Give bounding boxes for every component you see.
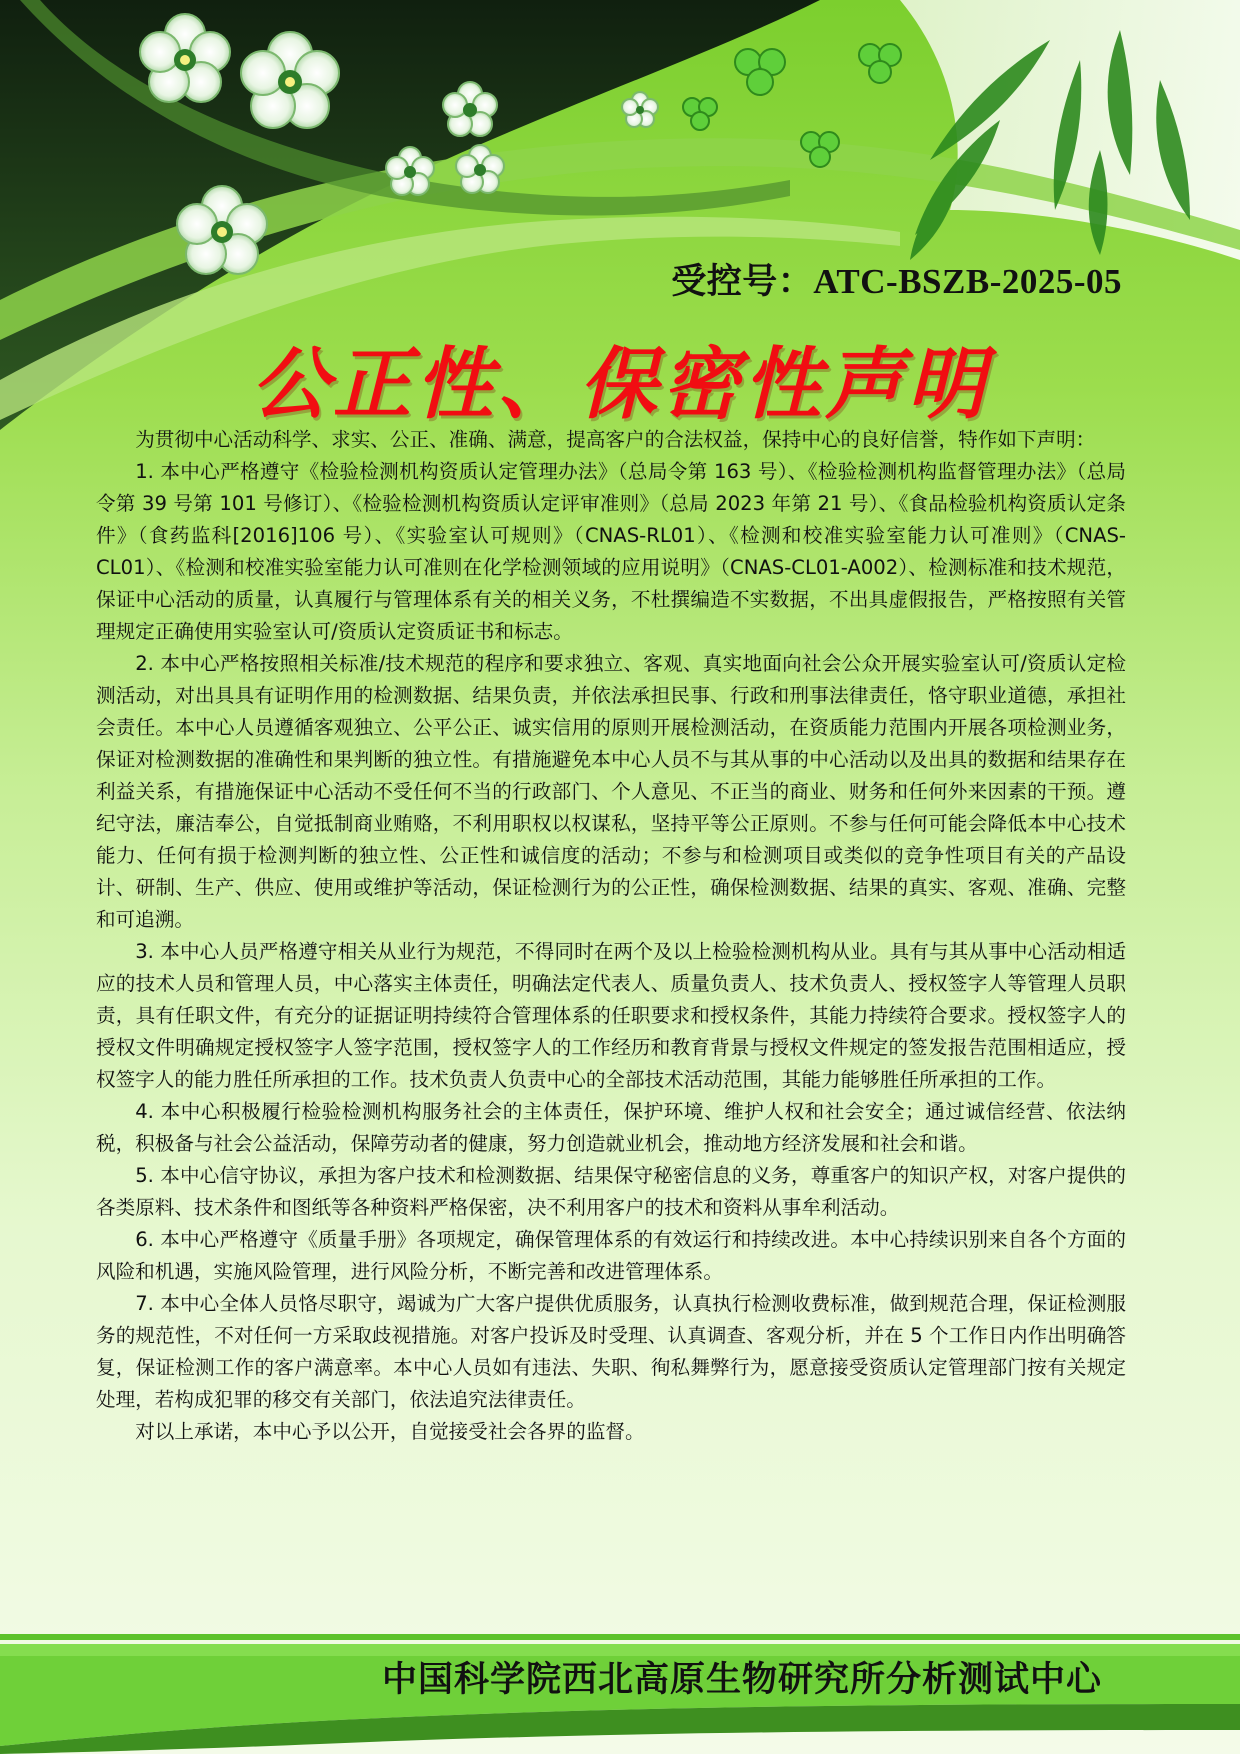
statement-item-6: 6. 本中心严格遵守《质量手册》各项规定，确保管理体系的有效运行和持续改进。本中心持续识别来自各个方面的风险和机遇，实施风险管理，进行风险分析，不断完善和改进管理体系。 (96, 1228, 1126, 1283)
statement-item-1: 1. 本中心严格遵守《检验检测机构资质认定管理办法》（总局令第 163 号）、《检验检测机构监督管理办法》（总局令第 39 号第 101 号修订）、《检验检测机构资质认定评审准则》（总局 2023 年第 21 号）、《食品检验机构资质认定条件》（食药监科[2016]106 号）、《实验室认可规则》（CNAS-RL01）、《检测和校准实验室能力认可准则》（CNAS-CL01）、《检测和校准实验室能力认可准则在化学检测领域的应用说明》（CNAS-CL01-A002）、检测标准和技术规范，保证中心活动的质量，认真履行与管理体系有关的相关义务，不杜撰编造不实数据，不出具虚假报告，严格按照有关管理规定正确使用实验室认可/资质认定资质证书和标志。 (96, 460, 1126, 643)
closing-paragraph: 对以上承诺，本中心予以公开，自觉接受社会各界的监督。 (135, 1420, 645, 1443)
statement-item-3: 3. 本中心人员严格遵守相关从业行为规范，不得同时在两个及以上检验检测机构从业。具有与其从事中心活动相适应的技术人员和管理人员，中心落实主体责任，明确法定代表人、质量负责人、技术负责人、授权签字人等管理人员职责，具有任职文件，有充分的证据证明持续符合管理体系的任职要求和授权条件，其能力持续符合要求。授权签字人的授权文件明确规定授权签字人签字范围，授权签字人的工作经历和教育背景与授权文件规定的签发报告范围相适应，授权签字人的能力胜任所承担的工作。技术负责人负责中心的全部技术活动范围，其能力能够胜任所承担的工作。 (96, 940, 1126, 1091)
statement-item-5: 5. 本中心信守协议，承担为客户技术和检测数据、结果保守秘密信息的义务，尊重客户的知识产权，对客户提供的各类原料、技术条件和图纸等各种资料严格保密，决不利用客户的技术和资料从事牟利活动。 (96, 1164, 1126, 1219)
intro-paragraph: 为贯彻中心活动科学、求实、公正、准确、满意，提高客户的合法权益，保持中心的良好信誉，特作如下声明： (135, 428, 1096, 451)
statement-item-4: 4. 本中心积极履行检验检测机构服务社会的主体责任，保护环境、维护人权和社会安全；通过诚信经营、依法纳税，积极备与社会公益活动，保障劳动者的健康，努力创造就业机会，推动地方经济发展和社会和谐。 (96, 1100, 1126, 1155)
control-number: 受控号：ATC-BSZB-2025-05 (671, 262, 1122, 301)
statement-item-7: 7. 本中心全体人员恪尽职守，竭诚为广大客户提供优质服务，认真执行检测收费标准，做到规范合理，保证检测服务的规范性，不对任何一方采取歧视措施。对客户投诉及时受理、认真调查、客观分析，并在 5 个工作日内作出明确答复，保证检测工作的客户满意率。本中心人员如有违法、失职、徇私舞弊行为，愿意接受资质认定管理部门按有关规定处理，若构成犯罪的移交有关部门，依法追究法律责任。 (96, 1292, 1126, 1411)
statement-body (96, 424, 1126, 1448)
statement-item-2: 2. 本中心严格按照相关标准/技术规范的程序和要求独立、客观、真实地面向社会公众开展实验室认可/资质认定检测活动，对出具具有证明作用的检测数据、结果负责，并依法承担民事、行政和刑事法律责任，恪守职业道德，承担社会责任。本中心人员遵循客观独立、公平公正、诚实信用的原则开展检测活动，在资质能力范围内开展各项检测业务，保证对检测数据的准确性和果判断的独立性。有措施避免本中心人员不与其从事的中心活动以及出具的数据和结果存在利益关系，有措施保证中心活动不受任何不当的行政部门、个人意见、不正当的商业、财务和任何外来因素的干预。遵纪守法，廉洁奉公，自觉抵制商业贿赂，不利用职权以权谋私，坚持平等公正原则。不参与任何可能会降低本中心技术能力、任何有损于检测判断的独立性、公正性和诚信度的活动；不参与和检测项目或类似的竞争性项目有关的产品设计、研制、生产、供应、使用或维护等活动，保证检测行为的公正性，确保检测数据、结果的真实、客观、准确、完整和可追溯。 (96, 652, 1126, 931)
document-title: 公正性、保密性声明 (250, 340, 989, 430)
organization-name: 中国科学院西北高原生物研究所分析测试中心 (381, 1660, 1102, 1700)
